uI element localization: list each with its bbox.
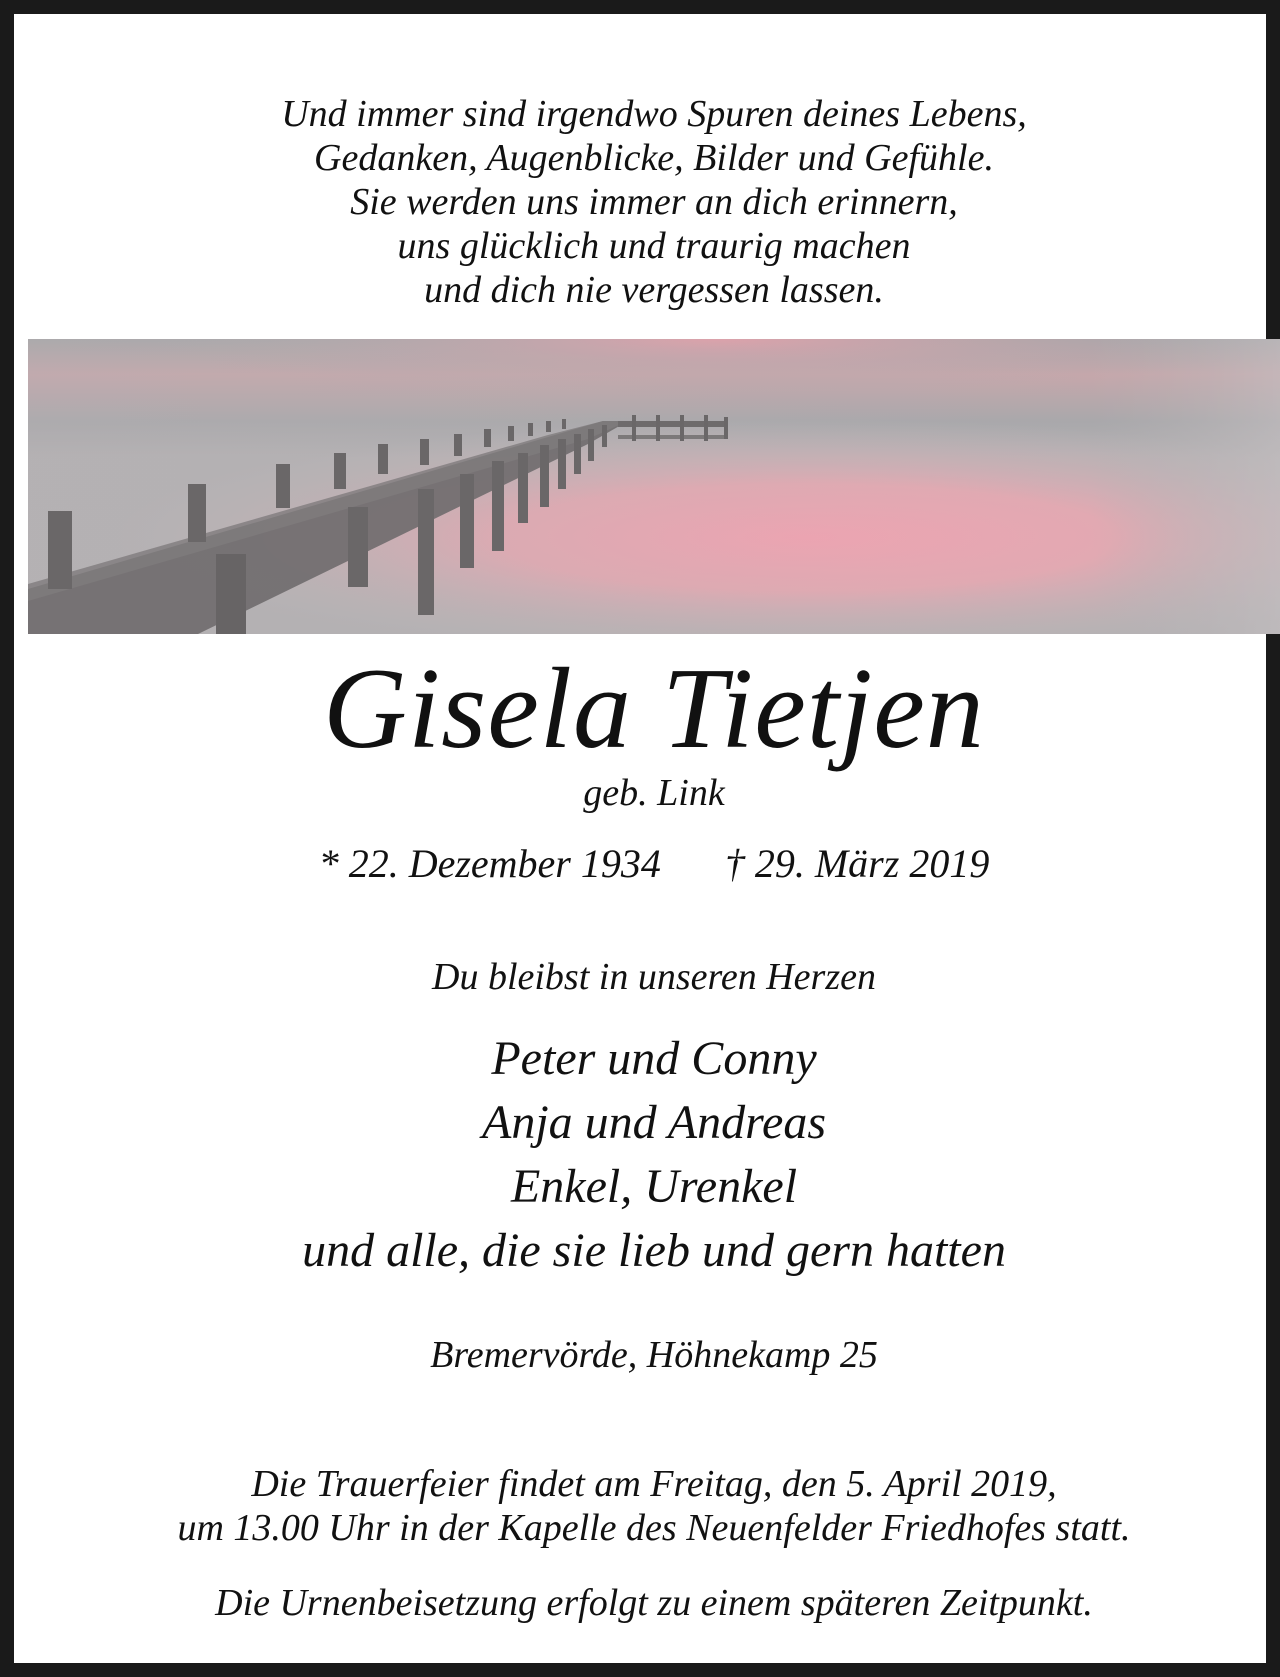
mourner-line: Enkel, Urenkel <box>510 1160 798 1213</box>
jetty-photo-svg <box>28 339 1280 634</box>
poem-line: Und immer sind irgendwo Spuren deines Lebens, <box>281 93 1027 135</box>
funeral-service-info <box>28 1462 1280 1550</box>
poem-line: uns glücklich und traurig machen <box>397 225 911 267</box>
poem-line: Sie werden uns immer an dich erinnern, <box>350 181 958 223</box>
memorial-poem <box>28 92 1280 312</box>
mourners-list <box>28 1027 1280 1283</box>
poem-line: Gedanken, Augenblicke, Bilder und Gefühle. <box>314 137 994 179</box>
service-line: Die Trauerfeier findet am Freitag, den 5. April 2019, <box>251 1463 1057 1505</box>
life-dates <box>28 839 1280 889</box>
service-line: um 13.00 Uhr in der Kapelle des Neuenfelder Friedhofes statt. <box>177 1507 1131 1549</box>
mourner-line: Anja und Andreas <box>482 1096 826 1149</box>
urn-burial-note: Die Urnenbeisetzung erfolgt zu einem späteren Zeitpunkt. <box>215 1582 1093 1624</box>
poem-line: und dich nie vergessen lassen. <box>424 269 884 311</box>
family-address: Bremervörde, Höhnekamp 25 <box>430 1334 878 1376</box>
birth-date: * 22. Dezember 1934 <box>318 841 661 886</box>
memorial-motto: Du bleibst in unseren Herzen <box>432 956 876 998</box>
deceased-name: Gisela Tietjen <box>323 645 985 773</box>
mourner-line: und alle, die sie lieb und gern hatten <box>302 1224 1006 1277</box>
jetty-photo <box>28 339 1280 634</box>
maiden-name: geb. Link <box>583 772 725 814</box>
death-date: † 29. März 2019 <box>724 841 990 886</box>
mourner-line: Peter und Conny <box>491 1032 817 1085</box>
